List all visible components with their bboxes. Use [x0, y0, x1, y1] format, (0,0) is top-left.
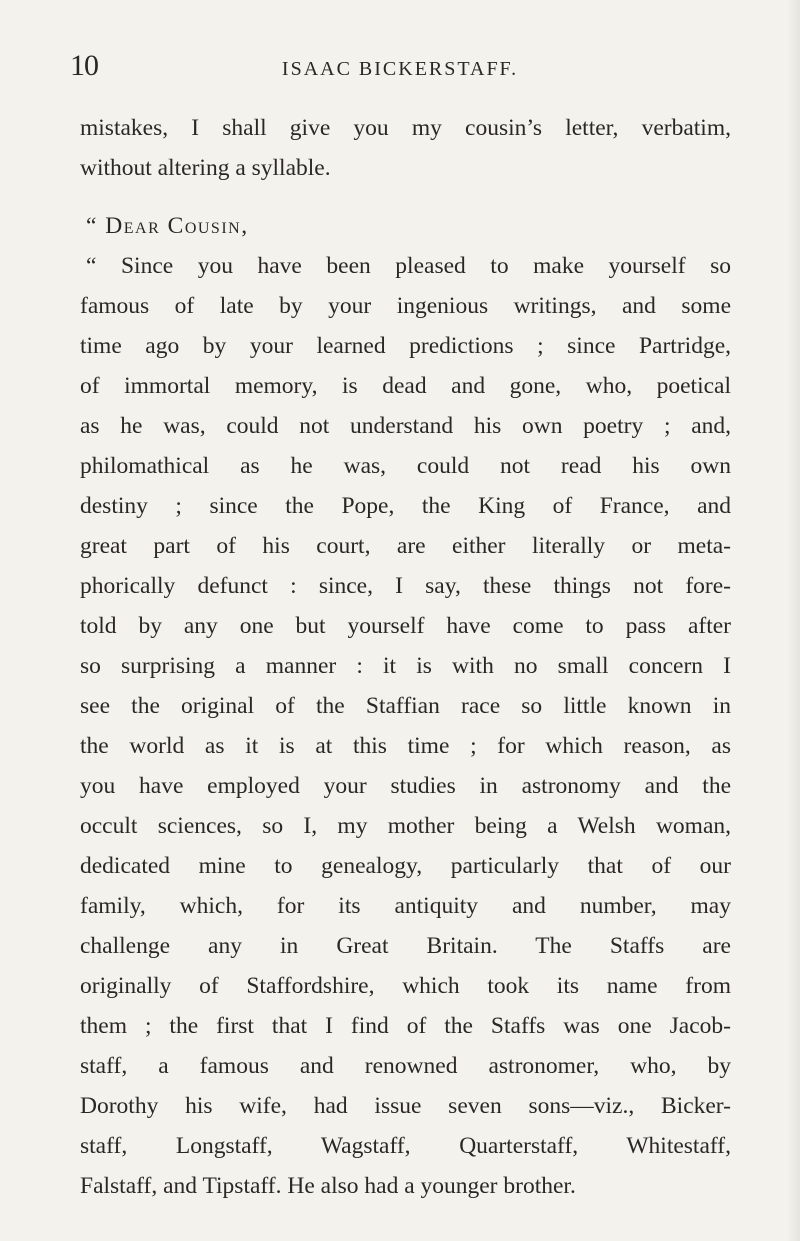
running-head: ISAAC BICKERSTAFF.: [281, 58, 519, 80]
text-line: family, which, for its antiquity and number, may: [80, 893, 731, 919]
text-line: famous of late by your ingenious writings, and some: [80, 293, 731, 319]
text-line: great part of his court, are either literally or meta-: [80, 533, 731, 559]
text-line: them ; the first that I find of the Staffs was one Jacob-: [80, 1013, 731, 1039]
page-header: [70, 48, 730, 88]
text-line: originally of Staffordshire, which took its name from: [80, 973, 731, 999]
text-line: Dorothy his wife, had issue seven sons—viz., Bicker-: [80, 1093, 731, 1119]
text-line: told by any one but yourself have come to pass after: [80, 613, 731, 639]
text-line: philomathical as he was, could not read his own: [80, 453, 731, 479]
text-line: time ago by your learned predictions ; since Partridge,: [80, 333, 731, 359]
letter-salutation: “ Dear Cousin,: [86, 213, 249, 239]
text-line: challenge any in Great Britain. The Staffs are: [80, 933, 731, 959]
text-line: mistakes, I shall give you my cousin’s letter, verbatim,: [80, 115, 731, 141]
text-line: as he was, could not understand his own poetry ; and,: [80, 413, 731, 439]
text-line: without altering a syllable.: [80, 155, 331, 181]
text-line: “ Since you have been pleased to make yourself so: [86, 253, 731, 279]
body-text: [80, 108, 731, 1206]
page-edge-shadow: [786, 0, 800, 1241]
text-line: dedicated mine to genealogy, particularly that of our: [80, 853, 731, 879]
text-line: occult sciences, so I, my mother being a Welsh woman,: [80, 813, 731, 839]
text-line: phorically defunct : since, I say, these things not fore-: [80, 573, 731, 599]
text-line: you have employed your studies in astronomy and the: [80, 773, 731, 799]
text-line: staff, a famous and renowned astronomer, who, by: [80, 1053, 731, 1079]
text-line: the world as it is at this time ; for which reason, as: [80, 733, 731, 759]
text-line: destiny ; since the Pope, the King of France, and: [80, 493, 731, 519]
text-line: of immortal memory, is dead and gone, who, poetical: [80, 373, 731, 399]
page-number: 10: [70, 49, 98, 82]
text-line: see the original of the Staffian race so little known in: [80, 693, 731, 719]
text-line: staff, Longstaff, Wagstaff, Quarterstaff, Whitestaff,: [80, 1133, 731, 1159]
text-line: Falstaff, and Tipstaff. He also had a younger brother.: [80, 1173, 576, 1199]
text-line: so surprising a manner : it is with no small concern I: [80, 653, 731, 679]
